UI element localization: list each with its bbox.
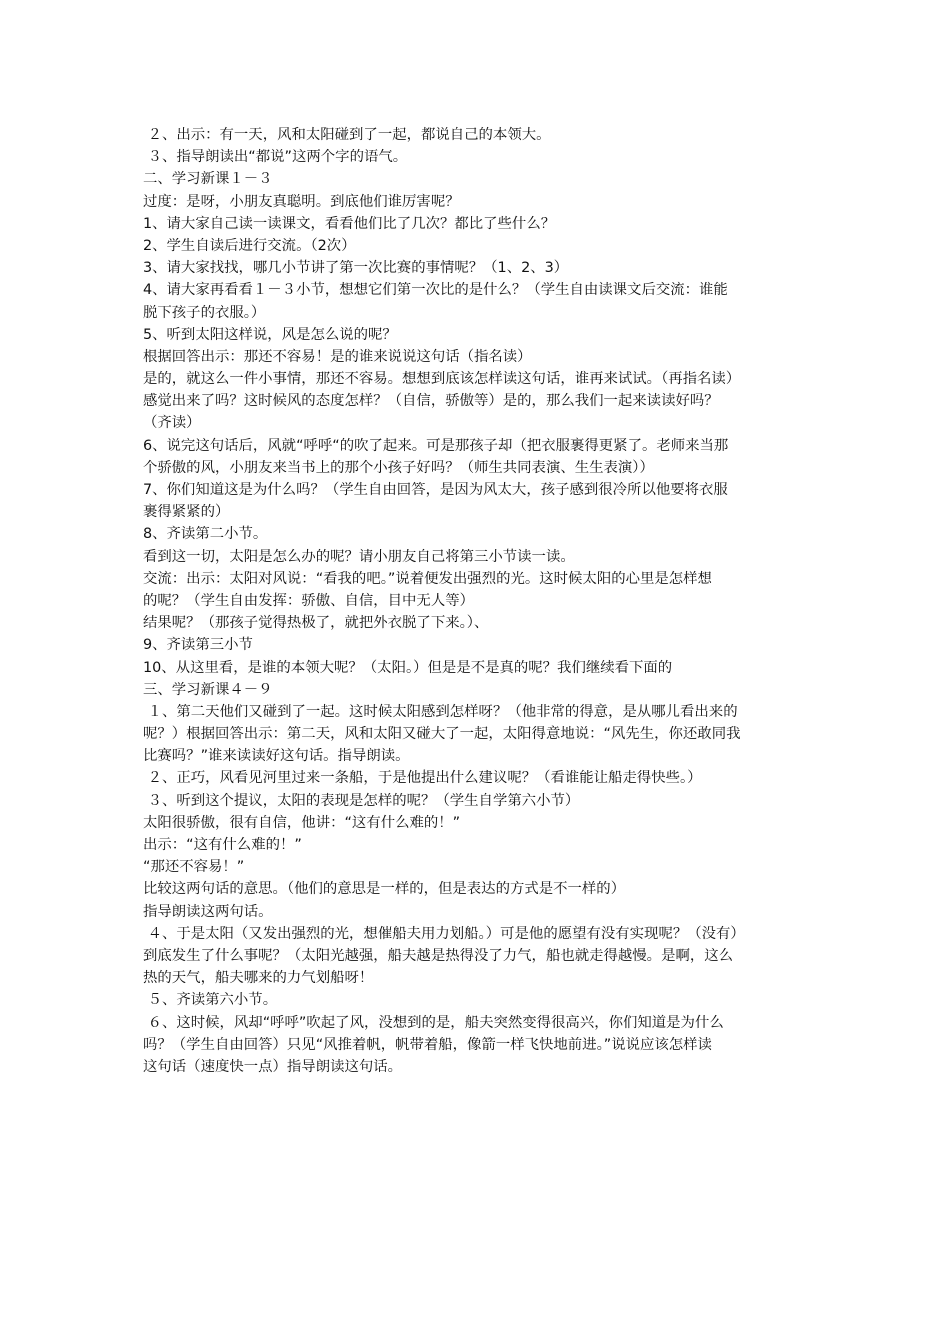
text-line: ２、出示：有一天，风和太阳碰到了一起，都说自己的本领大。 (143, 127, 551, 143)
text-line: ３、听到这个提议，太阳的表现是怎样的呢？（学生自学第六小节） (143, 792, 580, 809)
text-line: ６、这时候，风却“呼呼”吹起了风，没想到的是，船夫突然变得很高兴，你们知道是为什么 (143, 1014, 724, 1031)
text-line: 根据回答出示：那还不容易！是的谁来说说这句话（指名读） (143, 348, 532, 365)
text-line: １、第二天他们又碰到了一起。这时候太阳感到怎样呀？（他非常的得意，是从哪儿看出来的 (143, 703, 738, 720)
text-line: “那还不容易！” (143, 859, 245, 876)
text-line: 的呢？（学生自由发挥：骄傲、自信，目中无人等） (143, 592, 474, 609)
text-line: 指导朗读这两句话。 (143, 903, 273, 920)
text-line: ２、正巧，风看见河里过来一条船，于是他提出什么建议呢？（看谁能让船走得快些。） (143, 770, 702, 787)
text-line: 5、听到太阳这样说，风是怎么说的呢？ (143, 326, 397, 343)
text-line: 个骄傲的风，小朋友来当书上的那个小孩子好吗？（师生共同表演、生生表演）） (143, 459, 654, 476)
text-line: 热的天气，船夫哪来的力气划船呀！ (143, 970, 374, 987)
text-line: 10、从这里看，是谁的本领大呢？（太阳。）但是是不是真的呢？我们继续看下面的 (143, 659, 673, 676)
text-line: ４、于是太阳（又发出强烈的光，想催船夫用力划船。）可是他的愿望有没有实现呢？（没有） (143, 925, 745, 942)
text-line: 4、请大家再看看１－３小节，想想它们第一次比的是什么？（学生自由读课文后交流：谁能 (143, 282, 728, 299)
text-line: 7、你们知道这是为什么吗？（学生自由回答，是因为风太大，孩子感到很冷所以他要将衣服 (143, 482, 728, 498)
text-line: 到底发生了什么事呢？（太阳光越强，船夫越是热得没了力气，船也就走得越慢。是啊，这么 (143, 947, 734, 964)
text-line: 比较这两句话的意思。（他们的意思是一样的，但是表达的方式是不一样的） (143, 881, 626, 898)
document-body (143, 124, 811, 1078)
text-line: ５、齐读第六小节。 (143, 992, 278, 1009)
text-line: 过度：是呀，小朋友真聪明。到底他们谁厉害呢？ (143, 193, 460, 210)
text-line: 感觉出来了吗？这时候风的态度怎样？（自信，骄傲等）是的，那么我们一起来读读好吗？ (143, 393, 719, 410)
text-line: 1、请大家自己读一读课文，看看他们比了几次？都比了些什么？ (143, 215, 556, 232)
text-line: 三、学习新课４－９ (143, 681, 273, 698)
text-line: 交流：出示：太阳对风说：“看我的吧。”说着便发出强烈的光。这时候太阳的心里是怎样想 (143, 570, 712, 587)
text-line: 9、齐读第三小节 (143, 637, 253, 654)
text-line: 二、学习新课１－３ (143, 171, 273, 188)
text-line: 6、说完这句话后，风就“呼呼“的吹了起来。可是那孩子却（把衣服裹得更紧了。老师来当那 (143, 437, 729, 454)
text-line: 脱下孩子的衣服。） (143, 304, 266, 321)
text-line: 看到这一切，太阳是怎么办的呢？请小朋友自己将第三小节读一读。 (143, 548, 575, 565)
text-line: 出示：“这有什么难的！” (143, 837, 302, 853)
text-line: 这句话（速度快一点）指导朗读这句话。 (143, 1058, 403, 1075)
text-line: 3、请大家找找，哪几小节讲了第一次比赛的事情呢？（1、2、3） (143, 260, 569, 277)
text-line: 太阳很骄傲，很有自信，他讲：“这有什么难的！” (143, 814, 461, 831)
text-line: （齐读） (143, 415, 201, 432)
text-line: 吗？（学生自由回答）只见“风推着帆，帆带着船，像箭一样飞快地前进。”说说应该怎样读 (143, 1036, 712, 1053)
text-line: 裹得紧紧的） (143, 504, 230, 521)
text-line: 呢？）根据回答出示：第二天，风和太阳又碰大了一起，太阳得意地说：“风先生，你还敢同我 (143, 726, 741, 743)
text-line: 8、齐读第二小节。 (143, 526, 268, 543)
text-line: 2、学生自读后进行交流。（2次） (143, 237, 356, 254)
text-line: ３、指导朗读出“都说”这两个字的语气。 (143, 149, 408, 166)
text-line: 是的，就这么一件小事情，那还不容易。想想到底该怎样读这句话，谁再来试试。（再指名读） (143, 371, 741, 388)
text-line: 结果呢？（那孩子觉得热极了，就把外衣脱了下来。）、 (143, 615, 489, 632)
text-line: 比赛吗？”谁来读读好这句话。指导朗读。 (143, 748, 410, 765)
